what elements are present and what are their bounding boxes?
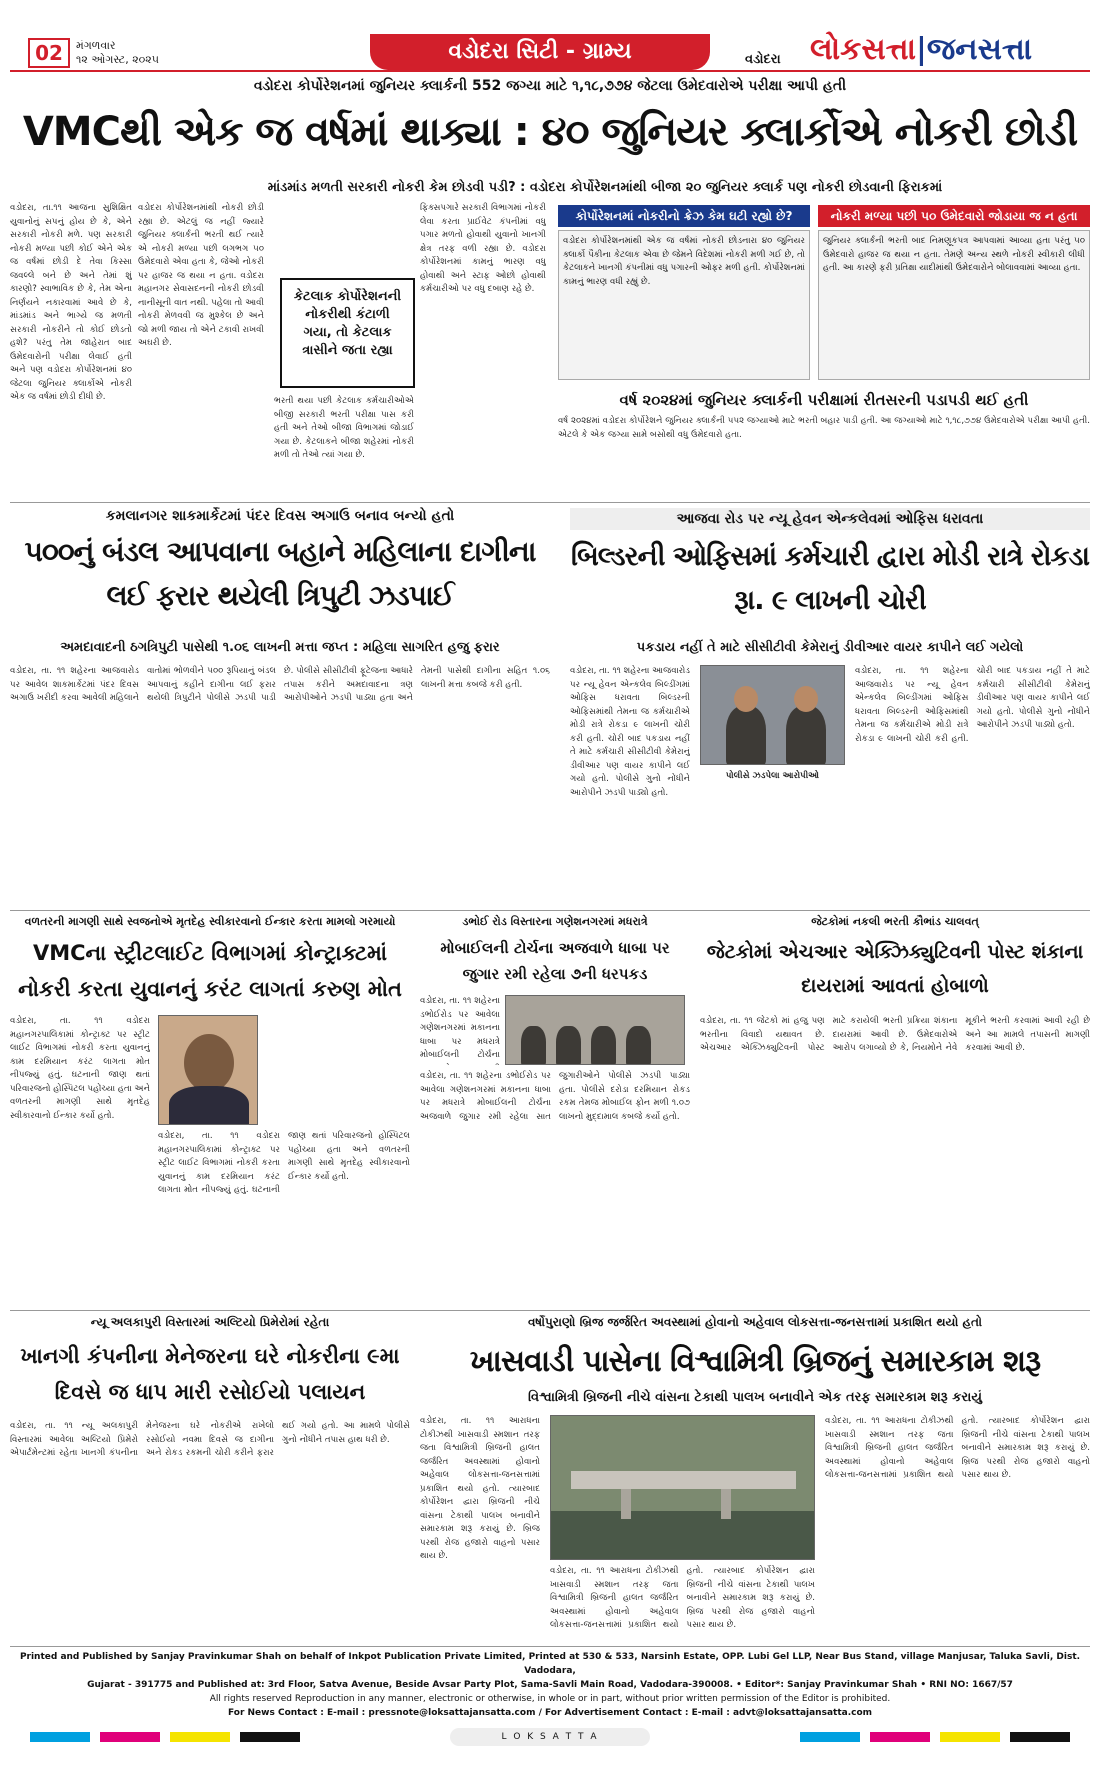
divider <box>10 910 1090 911</box>
story2-kicker: કમલાનગર શાકમાર્કેટમાં પંદર દિવસ અગાઉ બનાવ બન્યો હતો <box>105 508 455 524</box>
story4-body: વડોદરા, તા. ૧૧ વડોદરા મહાનગરપાલિકામાં કોન્ટ્રાક્ટ પર સ્ટ્રીટ લાઈટ વિભાગમાં નોકરી કરતા યુવાનનું કામ દરમિયાન કરંટ લાગતા મોત નીપજ્યું હતું. ઘટનાની જાણ થતાં પરિવારજનો હોસ્પિટલ પહોંચ્યા હતા અને વળતરની માગણી સાથે મૃતદેહ સ્વીકારવાનો ઈન્કાર કર્યો હતો. <box>10 1016 150 1121</box>
photo-person <box>626 1026 651 1065</box>
photo-bridge-deck <box>571 1471 796 1489</box>
imprint-line-2: Gujarat - 391775 and Published at: 3rd Floor, Satva Avenue, Beside Avsar Party Plot, Sama-Savli Main Road, Vadodara-390008. • Editor*: Sanjay Pravinkumar Shah • RNI NO: 1667/57 <box>87 1680 1013 1690</box>
story7-kicker: ન્યૂ અલકાપુરી વિસ્તારમાં અલ્ટિયો પ્રિમેરોમાં રહેતા <box>90 1315 330 1329</box>
print-colorbar-magenta <box>870 1732 930 1742</box>
story4-photo <box>158 1015 258 1125</box>
story1-subhead: માંડમાંડ મળતી સરકારી નોકરી કેમ છોડવી પડી? : વડોદરા કોર્પોરેશનમાંથી બીજા ૨૦ જુનિયર ક્લાર્ક પણ નોકરી છોડવાની ફિરાકમાં <box>267 180 943 195</box>
story5-body-continued: વડોદરા, તા. ૧૧ શહેરના ડભોઈરોડ પર આવેલા ગણેશનગરમાં મકાનના ધાબા પર મધરાત્રે મોબાઈલની ટોર્ચના અજવાળે જુગાર રમી રહેલા સાત જુગારીઓને પોલીસે ઝડપી પાડ્યા હતા. પોલીસે દરોડા દરમિયાન રોકડ રકમ તેમજ મોબાઈલ ફોન મળી ૧.૦૭ લાખનો મુદ્દામાલ કબજે કર્યો હતો. <box>420 1071 690 1122</box>
story5-body: વડોદરા, તા. ૧૧ શહેરના ડભોઈરોડ પર આવેલા ગણેશનગરમાં મકાનના ધાબા પર મધરાત્રે મોબાઈલની ટોર્ચના <box>420 996 500 1060</box>
story5-kicker: ડભોઈ રોડ વિસ્તારના ગણેશનગરમાં મધરાત્રે <box>462 915 648 928</box>
story8-bridge-photo <box>550 1415 815 1560</box>
story3-headline: બિલ્ડરની ઓફિસમાં કર્મચારી દ્વારા મોડી રાત્રે રોકડા રૂા. ૯ લાખની ચોરી <box>570 541 1090 616</box>
photo-face <box>734 686 758 712</box>
story5-photo <box>505 995 685 1065</box>
story1-exam-text: વર્ષ ૨૦૨૪માં વડોદરા કોર્પોરેશને જુનિયર ક્લાર્કની ૫૫૨ જગ્યાઓ માટે ભરતી બહાર પાડી હતી. આ જગ્યાઓ માટે ૧,૧૮,૭૭૪ ઉમેદવારોએ પરીક્ષા આપી હતી. એટલે કે એક જગ્યા સામે બસોથી વધુ ઉમેદવારો હતા. <box>558 416 1090 440</box>
print-colorbar-yellow <box>170 1732 230 1742</box>
masthead-logo <box>810 32 1032 67</box>
story1-red-bar: નોકરી મળ્યા પછી ૫૦ ઉમેદવારો જોડાયા જ ન હતા <box>818 205 1090 227</box>
issue-day: મંગળવાર <box>76 39 116 52</box>
logo-part-a: લોકસત્તા <box>810 32 916 67</box>
story1-red-box: જુનિયર ક્લાર્કની ભરતી બાદ નિમણૂકપત્ર આપવામાં આવ્યા હતા પરંતુ ૫૦ ઉમેદવારો હાજર જ થયા ન હતા. તેમણે અન્ય સ્થળે નોકરી સ્વીકારી લીધી હતી. આ કારણે ફરી પ્રતિક્ષા યાદીમાંથી ઉમેદવારોને બોલાવવામાં આવ્યા હતા. <box>818 230 1090 380</box>
story3-caption: પોલીસે ઝડપેલા આરોપીઓ <box>725 771 820 781</box>
story8-headline: ખાસવાડી પાસેના વિશ્વામિત્રી બ્રિજનું સમારકામ શરૂ <box>469 1344 1041 1379</box>
story8-body-under-photo: વડોદરા, તા. ૧૧ આરાધના ટોકીઝથી ખાસવાડી સ્મશાન તરફ જતા વિશ્વામિત્રી બ્રિજની હાલત જર્જરિત અવસ્થામાં હોવાનો અહેવાલ લોકસત્તા-જનસત્તામાં પ્રકાશિત થયો હતો. ત્યારબાદ કોર્પોરેશન દ્વારા બ્રિજની નીચે વાંસના ટેકાથી પાલખ બનાવીને સમારકામ શરૂ કરાયું છે. બ્રિજ પરથી રોજ હજારો વાહનો પસાર થાય છે. <box>550 1566 815 1630</box>
photo-river <box>551 1511 815 1560</box>
print-colorbar-black <box>1010 1732 1070 1742</box>
story6-body: વડોદરા, તા. ૧૧ જેટકો માં હજુ પણ ભરતીના વિવાદો યથાવત છે. એચઆર એક્ઝિક્યુટિવની પોસ્ટ માટે કરાયેલી ભરતી પ્રક્રિયા શંકાના દાયરામાં આવી છે. ઉમેદવારોએ આરોપ લગાવ્યો છે કે, નિયમોને નેવે મૂકીને ભરતી કરવામાં આવી રહી છે અને આ મામલે તપાસની માગણી કરવામાં આવી છે. <box>700 1016 1090 1053</box>
logo-part-b: જનસત્તા <box>926 32 1033 67</box>
story1-quote: કેટલાક કોર્પોરેશનની નોકરીથી કંટાળી ગયા, તો કેટલાક ત્રાસીને જતા રહ્યા <box>280 278 415 388</box>
imprint-footer <box>10 1650 1090 1720</box>
photo-bridge-pillar <box>721 1489 731 1519</box>
photo-face <box>794 686 818 712</box>
issue-full-date: ૧૨ ઓગસ્ટ, ૨૦૨૫ <box>76 53 159 66</box>
photo-person <box>169 1086 249 1125</box>
divider <box>10 502 1090 503</box>
print-colorbar-yellow <box>940 1732 1000 1742</box>
story3-kicker: આજવા રોડ પર ન્યૂ હેવન એન્કલેવમાં ઓફિસ ધરાવતા <box>570 508 1090 530</box>
print-colorbar-cyan <box>800 1732 860 1742</box>
page-header <box>10 10 1090 72</box>
story8-kicker: વર્ષોપુરાણો બ્રિજ જર્જરિત અવસ્થામાં હોવાનો અહેવાલ લોકસત્તા-જનસત્તામાં પ્રકાશિત થયો હતો <box>527 1315 983 1329</box>
city-tag: વડોદરા <box>745 52 781 67</box>
story8-subhead: વિશ્વામિત્રી બ્રિજની નીચે વાંસના ટેકાથી પાલખ બનાવીને એક તરફ સમારકામ શરૂ કરાયું <box>528 1390 982 1405</box>
story5-headline: મોબાઈલની ટોર્ચના અજવાળે ધાબા પર જુગાર રમી રહેલા ૭ની ધરપકડ <box>440 939 670 983</box>
imprint-line-4: For News Contact : E-mail : pressnote@loksattajansatta.com / For Advertisement Contact : E-mail : advt@loksattajansatta.com <box>227 1708 873 1718</box>
divider <box>10 1646 1090 1647</box>
print-colorbar-cyan <box>30 1732 90 1742</box>
story2-subhead: અમદાવાદની ઠગત્રિપુટી પાસેથી ૧.૦૬ લાખની મત્તા જપ્ત : મહિલા સાગરિત હજુ ફરાર <box>60 640 500 655</box>
story1-exam-heading: વર્ષ ૨૦૨૪માં જુનિયર ક્લાર્કની પરીક્ષામાં રીતસરની પડાપડી થઈ હતી <box>619 391 1029 409</box>
story1-column-3: ફિક્સપગારે સરકારી વિભાગમાં નોકરી લેવા કરતા પ્રાઈવેટ કંપનીમાં વધુ પગાર મળતો હોવાથી યુવાનો ખાનગી ક્ષેત્ર તરફ વળી રહ્યા છે. વડોદરા કોર્પોરેશનમાં કામનું ભારણ વધુ હોવાથી અને સ્ટાફ ઓછો હોવાથી કર્મચારીઓ પર વધુ દબાણ રહે છે. <box>420 203 546 294</box>
photo-person <box>591 1026 616 1065</box>
story8-body-continued: વડોદરા, તા. ૧૧ આરાધના ટોકીઝથી ખાસવાડી સ્મશાન તરફ જતા વિશ્વામિત્રી બ્રિજની હાલત જર્જરિત અવસ્થામાં હોવાનો અહેવાલ લોકસત્તા-જનસત્તામાં પ્રકાશિત થયો હતો. ત્યારબાદ કોર્પોરેશન દ્વારા બ્રિજની નીચે વાંસના ટેકાથી પાલખ બનાવીને સમારકામ શરૂ કરાયું છે. બ્રિજ પરથી રોજ હજારો વાહનો પસાર થાય છે. <box>825 1416 1090 1480</box>
imprint-line-3: All rights reserved Reproduction in any manner, electronic or otherwise, in whole or in part, without prior written permission of the Editor is prohibited. <box>209 1694 891 1704</box>
story6-headline: જેટકોમાં એચઆર એક્ઝિક્યુટિવની પોસ્ટ શંકાના દાયરામાં આવતાં હોબાળો <box>706 941 1084 997</box>
story4-headline: VMCના સ્ટ્રીટલાઈટ વિભાગમાં કોન્ટ્રાક્ટમાં નોકરી કરતા યુવાનનું કરંટ લાગતાં કરુણ મોત <box>18 941 402 1001</box>
story2-headline: ૫૦૦નું બંડલ આપવાના બહાને મહિલાના દાગીના લઈ ફરાર થયેલી ત્રિપુટી ઝડપાઈ <box>24 535 536 612</box>
photo-person <box>786 706 826 765</box>
logo-strip: L O K S A T T A <box>450 1728 650 1746</box>
print-colorbar-magenta <box>100 1732 160 1742</box>
imprint-line-1: Printed and Published by Sanjay Pravinkumar Shah on behalf of Inkpot Publication Private Limited, Printed at 530 & 533, Narsinh Estate, OPP. Lubi Gel LLP, Near Bus Stand, village Manjusar, Taluka Savli, Dist. Vadodara, <box>19 1652 1081 1676</box>
story1-column-2: વડોદરા કોર્પોરેશનમાંથી નોકરી છોડી રહ્યા છે. એટલું જ નહીં જ્યારે જુનિયર ક્લાર્કની ભરતી થઈ ત્યારે એ નોકરી મળ્યા પછી લગભગ ૫૦ ઉમેદવારો એવા હતા કે, જેઓ નોકરી પર હાજર જ થયા ન હતા. વડોદરા મહાનગર સેવાસદનની નોકરી છોડવી નાનીસૂની વાત નથી. પહેલા તો આવી નોકરી મેળવવી જ મુશ્કેલ છે અને જો મળી જાય તો એને ટકાવી રાખવી અઘરી છે. <box>138 203 264 348</box>
story3-body: વડોદરા, તા. ૧૧ શહેરના આજવારોડ પર ન્યૂ હેવન એન્કલેવ બિલ્ડીંગમાં ઓફિસ ધરાવતા બિલ્ડરની ઓફિસમાંથી તેમના જ કર્મચારીએ મોડી રાત્રે રોકડા ૯ લાખની ચોરી કરી હતી. ચોરી બાદ પકડાય નહીં તે માટે કર્મચારી સીસીટીવી કેમેરાનું ડીવીઆર પણ વાયર કાપીને લઈ ગયો હતો. પોલીસે ગુનો નોંધીને આરોપીને ઝડપી પાડ્યો હતો. <box>570 666 690 798</box>
newspaper-page <box>10 10 1090 1755</box>
story7-headline: ખાનગી કંપનીના મેનેજરના ઘરે નોકરીના ૯મા દિવસે જ ધાપ મારી રસોઈયો પલાયન <box>20 1344 400 1404</box>
logo-separator: | <box>915 32 927 67</box>
print-colorbar-black <box>240 1732 300 1742</box>
photo-face <box>184 1034 234 1092</box>
story3-body-continued: વડોદરા, તા. ૧૧ શહેરના આજવારોડ પર ન્યૂ હેવન એન્કલેવ બિલ્ડીંગમાં ઓફિસ ધરાવતા બિલ્ડરની ઓફિસમાંથી તેમના જ કર્મચારીએ મોડી રાત્રે રોકડા ૯ લાખની ચોરી કરી હતી. ચોરી બાદ પકડાય નહીં તે માટે કર્મચારી સીસીટીવી કેમેરાનું ડીવીઆર પણ વાયર કાપીને લઈ ગયો હતો. પોલીસે ગુનો નોંધીને આરોપીને ઝડપી પાડ્યો હતો. <box>855 666 1090 744</box>
story1-kicker: વડોદરા કોર્પોરેશનમાં જુનિયર ક્લાર્કની 552 જગ્યા માટે ૧,૧૮,૭૭૪ જેટલા ઉમેદવારોએ પરીક્ષા આપી હતી <box>253 78 847 94</box>
photo-person <box>556 1026 581 1065</box>
story8-body: વડોદરા, તા. ૧૧ આરાધના ટોકીઝથી ખાસવાડી સ્મશાન તરફ જતા વિશ્વામિત્રી બ્રિજની હાલત જર્જરિત અવસ્થામાં હોવાનો અહેવાલ લોકસત્તા-જનસત્તામાં પ્રકાશિત થયો હતો. ત્યારબાદ કોર્પોરેશન દ્વારા બ્રિજની નીચે વાંસના ટેકાથી પાલખ બનાવીને સમારકામ શરૂ કરાયું છે. બ્રિજ પરથી રોજ હજારો વાહનો પસાર થાય છે. <box>420 1416 540 1561</box>
story1-column-1: વડોદરા, તા.૧૧ આજના સુશિક્ષિત યુવાનોનું સપનું હોય છે કે, એને સરકારી નોકરી મળે. પણ સરકારી નોકરી મળ્યા પછી કોઈ એને એક જ વર્ષમાં છોડી દે તેવા કિસ્સા જવલ્લે બને છે અને તેમાં શું કારણો? સ્વાભાવિક છે કે, તેમ એના નિર્ણયને નકારવામાં આવે છે કે, માંડમાંડ અને ભાગ્યે જ મળતી સરકારી નોકરીને તો કોઈ છોડતો હશે? પરંતુ તેમ જાહેરાત બાદ ઉમેદવારોની પરીક્ષા લેવાઈ હતી અને પણ વડોદરા કોર્પોરેશનમાં ૪૦ જેટલા જુનિયર ક્લાર્કોએ નોકરી એક જ વર્ષમાં છોડી દીધી છે. <box>10 203 132 402</box>
section-tag: વડોદરા સિટી - ગ્રામ્ય <box>370 34 710 70</box>
story2-body: વડોદરા, તા. ૧૧ શહેરના આજવારોડ પર આવેલ શાકમાર્કેટમાં પંદર દિવસ અગાઉ ખરીદી કરવા આવેલી મહિલાને વાતોમાં ભોળવીને ૫૦૦ રૂપિયાનું બંડલ આપવાનું કહીને દાગીના લઈ ફરાર થયેલી ત્રિપુટીને પોલીસે ઝડપી પાડી છે. પોલીસે સીસીટીવી ફૂટેજના આધારે તપાસ કરીને અમદાવાદના ત્રણ આરોપીઓને ઝડપી પાડ્યા હતા અને તેમની પાસેથી દાગીના સહિત ૧.૦૬ લાખની મત્તા કબજે કરી હતી. <box>10 666 550 703</box>
story3-subhead: પકડાય નહીં તે માટે સીસીટીવી કેમેરાનું ડીવીઆર વાયર કાપીને લઈ ગયેલો <box>636 640 1024 655</box>
divider <box>10 1310 1090 1311</box>
story1-blue-box: વડોદરા કોર્પોરેશનમાંથી એક જ વર્ષમાં નોકરી છોડનારા ૪૦ જુનિયર ક્લાર્કો પૈકીના કેટલાક એવા છે જેમને વિદેશમાં નોકરી મળી ગઈ છે, તો કેટલાકને ખાનગી કંપનીમાં વધુ પગારની ઓફર મળી હતી. કોર્પોરેશનમાં કામનું ભારણ વધી રહ્યું છે. <box>558 230 810 380</box>
story4-body-continued: વડોદરા, તા. ૧૧ વડોદરા મહાનગરપાલિકામાં કોન્ટ્રાક્ટ પર સ્ટ્રીટ લાઈટ વિભાગમાં નોકરી કરતા યુવાનનું કામ દરમિયાન કરંટ લાગતા મોત નીપજ્યું હતું. ઘટનાની જાણ થતાં પરિવારજનો હોસ્પિટલ પહોંચ્યા હતા અને વળતરની માગણી સાથે મૃતદેહ સ્વીકારવાનો ઈન્કાર કર્યો હતો. <box>158 1131 410 1195</box>
story4-kicker: વળતરની માગણી સાથે સ્વજનોએ મૃતદેહ સ્વીકારવાનો ઈન્કાર કરતા મામલો ગરમાયો <box>24 915 396 928</box>
story1-column-4: ભરતી થયા પછી કેટલાક કર્મચારીઓએ બીજી સરકારી ભરતી પરીક્ષા પાસ કરી હતી અને તેઓ બીજા વિભાગમાં જોડાઈ ગયા છે. કેટલાકને બીજા શહેરમાં નોકરી મળી તો તેઓ ત્યાં ગયા છે. <box>274 396 414 460</box>
page-number: 02 <box>28 38 70 68</box>
story1-blue-bar: કોર્પોરેશનમાં નોકરીનો ક્રેઝ કેમ ઘટી રહ્યો છે? <box>558 205 810 227</box>
story7-body: વડોદરા, તા. ૧૧ ન્યૂ અલકાપુરી વિસ્તારમાં આવેલા અલ્ટિયો પ્રિમેરો એપાર્ટમેન્ટમાં રહેતા ખાનગી કંપનીના મેનેજરના ઘરે નોકરીએ રાખેલો રસોઈયો નવમા દિવસે જ દાગીના અને રોકડ રકમની ચોરી કરીને ફરાર થઈ ગયો હતો. આ મામલે પોલીસે ગુનો નોંધીને તપાસ હાથ ધરી છે. <box>10 1421 410 1458</box>
photo-person <box>726 706 766 765</box>
story1-headline: VMCથી એક જ વર્ષમાં થાક્યા : ૪૦ જુનિયર ક્લાર્કોએ નોકરી છોડી <box>22 109 1078 155</box>
photo-person <box>521 1026 546 1065</box>
story6-kicker: જેટકોમાં નકલી ભરતી કૌભાંડ ચાલવત્ <box>811 915 979 928</box>
story3-photo <box>700 665 845 765</box>
issue-date <box>76 39 159 67</box>
photo-bridge-pillar <box>621 1489 631 1519</box>
